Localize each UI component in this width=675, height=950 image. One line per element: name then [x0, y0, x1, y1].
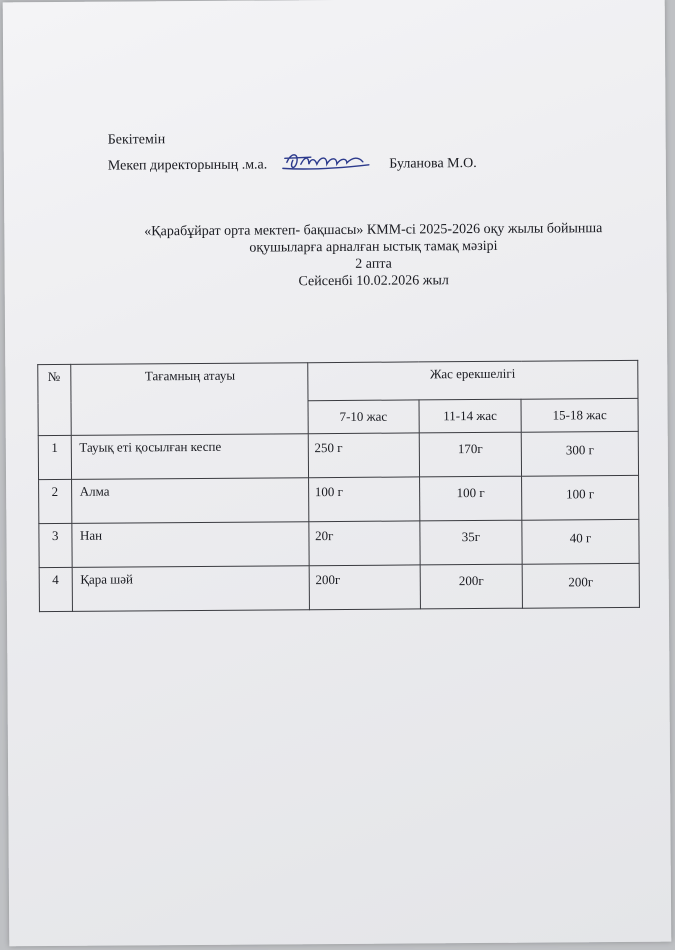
row-portion-7-10: 200г: [309, 565, 420, 610]
row-number: 4: [39, 567, 72, 611]
approval-block: [108, 129, 477, 176]
header-dish-name: Тағамның атауы: [70, 363, 308, 436]
table-header-row: [38, 360, 638, 402]
row-number: 3: [39, 523, 72, 567]
table-row: [39, 563, 639, 611]
row-portion-15-18: 200г: [522, 563, 639, 608]
row-number: 1: [38, 435, 71, 479]
table-row: [39, 519, 639, 567]
row-portion-11-14: 170г: [419, 432, 522, 477]
menu-table: [37, 360, 640, 612]
row-portion-7-10: 100 г: [308, 477, 419, 522]
heading-date: Сейсенбі 10.02.2026 жыл: [298, 273, 449, 290]
row-portion-15-18: 300 г: [521, 431, 638, 476]
row-portion-7-10: 20г: [309, 521, 420, 566]
row-portion-7-10: 250 г: [308, 433, 419, 478]
row-dish: Тауық еті қосылған кеспе: [71, 434, 308, 480]
row-portion-11-14: 200г: [420, 564, 523, 609]
header-age-2: 11-14 жас: [419, 399, 521, 433]
heading-week: 2 апта: [355, 256, 392, 272]
table-row: [38, 431, 638, 479]
document-heading: [104, 220, 642, 292]
header-number: №: [38, 364, 71, 435]
approval-title: Бекітемін: [107, 132, 166, 148]
director-name: Буланова М.О.: [389, 156, 477, 172]
director-signature: [281, 148, 373, 175]
header-age-group: Жас ерекшелігі: [307, 360, 638, 400]
row-portion-15-18: 100 г: [522, 475, 639, 520]
row-dish: Алма: [71, 478, 308, 524]
row-dish: Қара шәй: [72, 566, 309, 612]
document-page: [3, 0, 672, 946]
heading-line-2: оқушыларға арналған ыстық тамақ мәзірі: [249, 238, 498, 256]
director-position: Мекеп директорының .м.а.: [107, 157, 268, 174]
row-portion-11-14: 35г: [420, 520, 523, 565]
header-age-1: 7-10 жас: [308, 400, 419, 434]
heading-line-1: «Қарабұйрат орта мектеп- бақшасы» КММ-сі 2025-2026 оқу жылы бойынша: [144, 221, 603, 240]
row-portion-11-14: 100 г: [419, 476, 522, 521]
table-row: [39, 475, 639, 523]
row-number: 2: [39, 479, 72, 523]
row-portion-15-18: 40 г: [522, 519, 639, 564]
row-dish: Нан: [71, 522, 308, 568]
header-age-3: 15-18 жас: [521, 398, 638, 432]
approval-director-line: [108, 147, 477, 176]
